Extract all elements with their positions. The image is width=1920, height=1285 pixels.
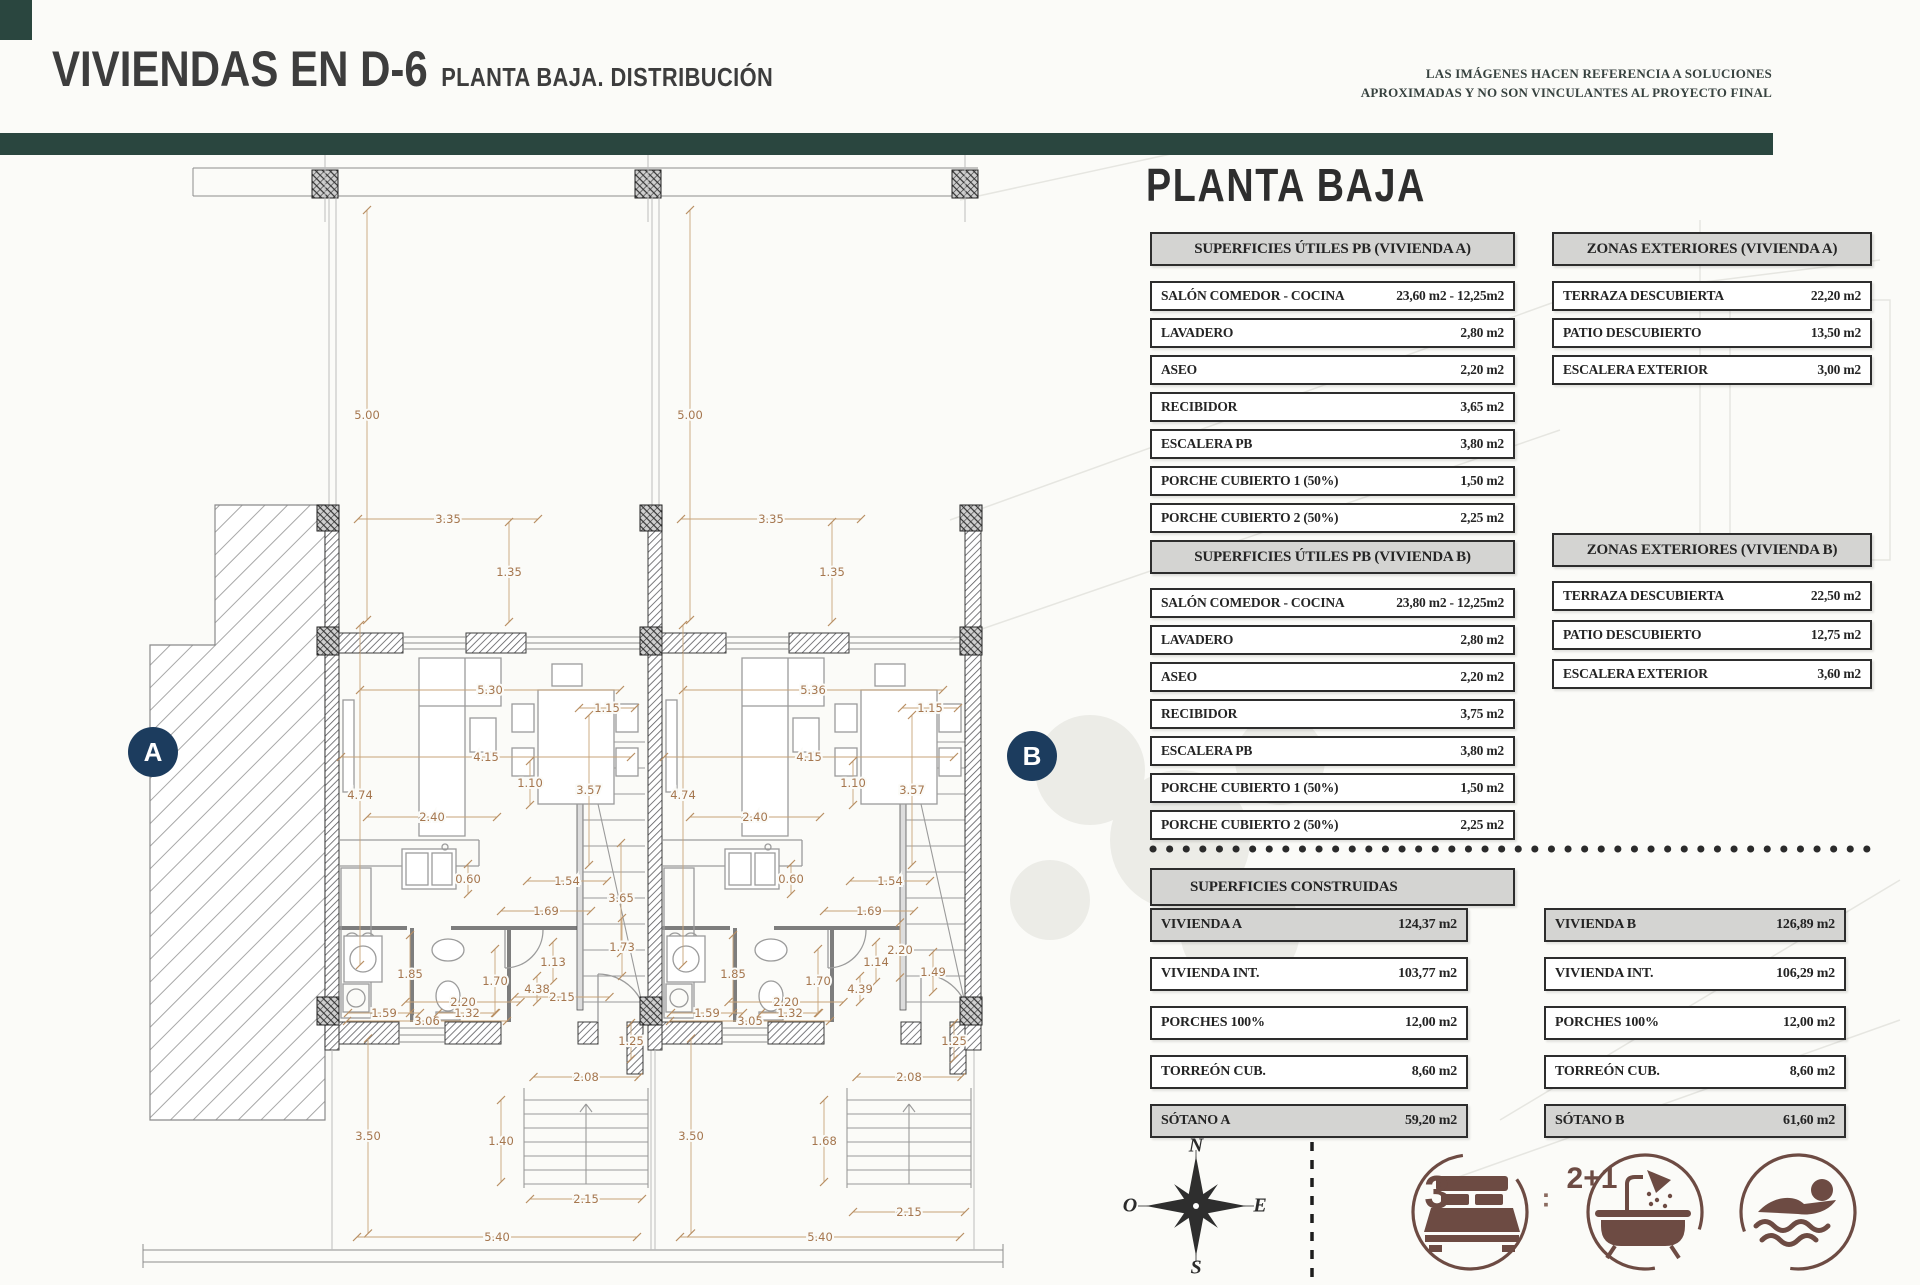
row-value: 106,29 m2 [1776, 966, 1835, 981]
row-label: PATIO DESCUBIERTO [1563, 325, 1702, 340]
dim-label: 1.10 [840, 776, 866, 790]
row-value: 124,37 m2 [1398, 917, 1457, 932]
row-value: 22,20 m2 [1810, 288, 1861, 303]
table-row [1150, 355, 1515, 385]
compass-north-label: N [1188, 1134, 1204, 1157]
disclaimer-line-2: APROXIMADAS Y NO SON VINCULANTES AL PROYECTO FINAL [1360, 85, 1772, 100]
dim [849, 1205, 969, 1219]
row-label: ESCALERA EXTERIOR [1563, 362, 1708, 377]
table-row [1150, 662, 1515, 692]
table-row [1150, 625, 1515, 655]
title-main: VIVIENDAS EN D-6 [52, 41, 428, 97]
dim [846, 874, 934, 888]
row-label: PORCHES 100% [1555, 1015, 1659, 1030]
dim-label: 1.40 [488, 1134, 514, 1148]
dim-label: 4.74 [670, 788, 696, 802]
dim-label: 2.20 [450, 995, 476, 1009]
dim-label: 1.14 [863, 955, 889, 969]
property-boundary [143, 1244, 1003, 1268]
dim [530, 1070, 643, 1084]
table-header: SUPERFICIES ÚTILES PB (VIVIENDA B) [1150, 540, 1515, 574]
row-label: LAVADERO [1161, 632, 1234, 647]
table-row [1150, 466, 1515, 496]
dim-label: 4.15 [796, 750, 822, 764]
row-value: 61,60 m2 [1782, 1113, 1835, 1128]
disclaimer-line-1: LAS IMÁGENES HACEN REFERENCIA A SOLUCIONES [1425, 66, 1772, 81]
row-label: ESCALERA PB [1161, 436, 1253, 451]
table-row [1150, 773, 1515, 803]
dim-label: 1.49 [920, 965, 946, 979]
unit-b-plan [635, 148, 974, 1250]
pool-icon [1756, 1179, 1836, 1245]
table-row [1150, 503, 1515, 533]
row-value: 3,75 m2 [1460, 706, 1504, 721]
dim [524, 972, 550, 1006]
dim [847, 972, 873, 1006]
dim-label: 5.30 [477, 683, 503, 697]
row-label: TORREÓN CUB. [1555, 1064, 1660, 1079]
dim [853, 1070, 966, 1084]
dim-label: 1.10 [517, 776, 543, 790]
table-row [1552, 318, 1872, 348]
dim-label: 5.40 [484, 1230, 510, 1244]
row-label: RECIBIDOR [1161, 399, 1238, 414]
row-label: PORCHE CUBIERTO 2 (50%) [1161, 817, 1339, 832]
table-row [1552, 355, 1872, 385]
dim-label: 5.40 [807, 1230, 833, 1244]
row-value: 3,60 m2 [1817, 666, 1861, 681]
dim [397, 931, 423, 1017]
table-row [1150, 429, 1515, 459]
row-value: 2,25 m2 [1460, 817, 1504, 832]
row-value: 126,89 m2 [1776, 917, 1835, 932]
table-row [1150, 908, 1468, 942]
row-value: 12,75 m2 [1810, 627, 1861, 642]
dim-label: 1.25 [618, 1034, 644, 1048]
dim-label: 1.54 [877, 874, 903, 888]
dim-label: 3.57 [899, 783, 925, 797]
table-header: SUPERFICIES CONSTRUIDAS [1150, 868, 1515, 906]
dim-label: 5.36 [800, 683, 826, 697]
row-value: 12,00 m2 [1782, 1015, 1835, 1030]
dim [811, 1096, 837, 1186]
dim-label: 5.00 [354, 408, 380, 422]
row-value: 1,50 m2 [1460, 473, 1504, 488]
dim-label: 1.85 [720, 967, 746, 981]
dim-label: 1.35 [496, 565, 522, 579]
row-label: ESCALERA EXTERIOR [1563, 666, 1708, 681]
table-row [1150, 736, 1515, 766]
row-value: 8,60 m2 [1411, 1064, 1457, 1079]
table-superficies-utiles-a [1150, 232, 1515, 540]
neighbour-hatch-area [150, 505, 325, 1120]
dim-label: 0.60 [455, 872, 481, 886]
row-label: PORCHE CUBIERTO 1 (50%) [1161, 473, 1339, 488]
table-row [1150, 318, 1515, 348]
table-row [1150, 1104, 1468, 1138]
row-label: PATIO DESCUBIERTO [1563, 627, 1702, 642]
dim [496, 518, 522, 626]
dim [676, 1230, 964, 1244]
dim [863, 938, 889, 986]
row-value: 12,00 m2 [1404, 1015, 1457, 1030]
dim [354, 206, 380, 624]
dim-label: 1.15 [917, 701, 943, 715]
dim [677, 206, 703, 624]
table-row [1544, 1104, 1846, 1138]
unit-b-badge: B [1007, 731, 1057, 781]
dim [363, 810, 501, 824]
table-header: ZONAS EXTERIORES (VIVIENDA A) [1552, 232, 1872, 266]
dim-label: 1.70 [805, 974, 831, 988]
row-value: 23,60 m2 - 12,25m2 [1396, 288, 1504, 303]
row-value: 3,80 m2 [1460, 743, 1504, 758]
dim-label: 0.60 [778, 872, 804, 886]
table-row [1150, 957, 1468, 991]
table-row [1150, 1055, 1468, 1089]
row-label: VIVIENDA INT. [1555, 966, 1654, 981]
compass-icon [1138, 1150, 1254, 1262]
row-value: 59,20 m2 [1404, 1113, 1457, 1128]
terrace-lines [193, 168, 978, 196]
dim-label: 1.32 [454, 1006, 480, 1020]
dim [720, 931, 746, 1017]
row-value: 2,20 m2 [1460, 362, 1504, 377]
dim-label: 3.06 [414, 1014, 440, 1028]
row-value: 23,80 m2 - 12,25m2 [1396, 595, 1504, 610]
dim-label: 2.08 [896, 1070, 922, 1084]
dim-label: 5.00 [677, 408, 703, 422]
dim-label: 1.35 [819, 565, 845, 579]
row-label: PORCHE CUBIERTO 2 (50%) [1161, 510, 1339, 525]
table-row [1544, 957, 1846, 991]
row-label: TERRAZA DESCUBIERTA [1563, 588, 1724, 603]
table-row [1544, 1006, 1846, 1040]
dim [355, 1035, 381, 1238]
bed-icon-circle [1391, 1133, 1550, 1280]
page-title [52, 40, 773, 98]
dim [482, 945, 508, 1017]
row-label: VIVIENDA INT. [1161, 966, 1260, 981]
table-row [1544, 1055, 1846, 1089]
table-row [1150, 810, 1515, 840]
row-value: 2,20 m2 [1460, 669, 1504, 684]
bathroom-count-label: 2+1 [1566, 1162, 1618, 1195]
dim-label: 2.20 [887, 943, 913, 957]
row-value: 8,60 m2 [1789, 1064, 1835, 1079]
dim [353, 1230, 641, 1244]
compass-east-label: E [1253, 1194, 1267, 1217]
unit-a-plan [312, 148, 651, 1250]
dim [819, 518, 845, 626]
table-row [1552, 281, 1872, 311]
table-header: SUPERFICIES ÚTILES PB (VIVIENDA A) [1150, 232, 1515, 266]
dim-label: 2.40 [742, 810, 768, 824]
row-label: PORCHES 100% [1161, 1015, 1265, 1030]
table-row [1552, 581, 1872, 611]
compass-south-label: S [1190, 1256, 1202, 1279]
dim [523, 874, 611, 888]
dim-label: 1.69 [856, 904, 882, 918]
dim-label: 4.38 [524, 982, 550, 996]
dim-label: 2.15 [549, 990, 575, 1004]
dim [526, 1192, 646, 1206]
table-row [1544, 908, 1846, 942]
row-label: PORCHE CUBIERTO 1 (50%) [1161, 780, 1339, 795]
dim [677, 512, 865, 526]
corner-accent-block [0, 0, 32, 40]
row-label: VIVIENDA B [1555, 917, 1636, 932]
row-value: 2,80 m2 [1460, 632, 1504, 647]
dim-label: 1.70 [482, 974, 508, 988]
dim-label: 2.15 [573, 1192, 599, 1206]
row-label: SÓTANO A [1161, 1113, 1231, 1128]
dim-label: 1.54 [554, 874, 580, 888]
dim-label: 3.57 [576, 783, 602, 797]
row-label: VIVIENDA A [1161, 917, 1242, 932]
dim [805, 945, 831, 1017]
row-value: 22,50 m2 [1810, 588, 1861, 603]
table-construidas-vivienda-b [1544, 908, 1846, 1153]
row-label: ESCALERA PB [1161, 743, 1253, 758]
dim-label: 1.73 [609, 940, 635, 954]
dim-label: 3.35 [435, 512, 461, 526]
row-label: TORREÓN CUB. [1161, 1064, 1266, 1079]
row-label: ASEO [1161, 362, 1197, 377]
dim [920, 948, 946, 996]
unit-b-right-wall [952, 148, 982, 1050]
row-label: ASEO [1161, 669, 1197, 684]
dim-label: 3.50 [355, 1129, 381, 1143]
dim [686, 810, 824, 824]
table-row [1552, 659, 1872, 689]
row-value: 103,77 m2 [1398, 966, 1457, 981]
disclaimer-text [1361, 64, 1772, 102]
table-zonas-exteriores-a [1552, 232, 1872, 392]
dim-label: 1.15 [594, 701, 620, 715]
dim-label: 4.39 [847, 982, 873, 996]
dim-label: 1.69 [533, 904, 559, 918]
table-zonas-exteriores-b [1552, 533, 1872, 698]
dim-label: 1.68 [811, 1134, 837, 1148]
table-construidas-vivienda-a [1150, 908, 1468, 1153]
row-value: 1,50 m2 [1460, 780, 1504, 795]
header-divider-bar [0, 133, 1773, 155]
row-label: SÓTANO B [1555, 1113, 1625, 1128]
dim-label: 1.13 [540, 955, 566, 969]
dim-label: 2.08 [573, 1070, 599, 1084]
table-row [1552, 620, 1872, 650]
dim-label: 3.35 [758, 512, 784, 526]
dim-label: 2.40 [419, 810, 445, 824]
row-value: 2,80 m2 [1460, 325, 1504, 340]
dim-label: 1.25 [941, 1034, 967, 1048]
unit-a-badge: A [128, 727, 178, 777]
feature-separator: : [1541, 1182, 1551, 1213]
dim-label: 3.05 [737, 1014, 763, 1028]
dim-label: 2.15 [896, 1205, 922, 1219]
dim [540, 938, 566, 986]
dim-label: 2.20 [773, 995, 799, 1009]
row-value: 13,50 m2 [1810, 325, 1861, 340]
dim-label: 4.74 [347, 788, 373, 802]
dim-label: 4.15 [473, 750, 499, 764]
dim-label: 1.59 [371, 1006, 397, 1020]
row-value: 3,80 m2 [1460, 436, 1504, 451]
table-row [1150, 281, 1515, 311]
dim-label: 1.59 [694, 1006, 720, 1020]
row-label: SALÓN COMEDOR - COCINA [1161, 288, 1345, 303]
dim [678, 1035, 704, 1238]
table-row [1150, 699, 1515, 729]
table-row [1150, 392, 1515, 422]
row-value: 3,00 m2 [1817, 362, 1861, 377]
dim [354, 512, 542, 526]
row-label: TERRAZA DESCUBIERTA [1563, 288, 1724, 303]
table-header: ZONAS EXTERIORES (VIVIENDA B) [1552, 533, 1872, 567]
compass-west-label: O [1122, 1194, 1138, 1217]
row-label: RECIBIDOR [1161, 706, 1238, 721]
dim [347, 621, 373, 969]
row-value: 3,65 m2 [1460, 399, 1504, 414]
table-superficies-utiles-b [1150, 540, 1515, 847]
row-label: SALÓN COMEDOR - COCINA [1161, 595, 1345, 610]
title-subtitle: PLANTA BAJA. DISTRIBUCIÓN [441, 62, 774, 92]
dim-label: 3.65 [608, 891, 634, 905]
dim-label: 1.85 [397, 967, 423, 981]
panel-heading: PLANTA BAJA [1146, 159, 1426, 211]
dim-label: 3.50 [678, 1129, 704, 1143]
dim-label: 1.32 [777, 1006, 803, 1020]
dim [488, 1096, 514, 1186]
bedroom-count-label: 3 [1424, 1166, 1450, 1218]
table-row [1150, 1006, 1468, 1040]
table-row [1150, 588, 1515, 618]
row-label: LAVADERO [1161, 325, 1234, 340]
row-value: 2,25 m2 [1460, 510, 1504, 525]
dim [670, 621, 696, 969]
